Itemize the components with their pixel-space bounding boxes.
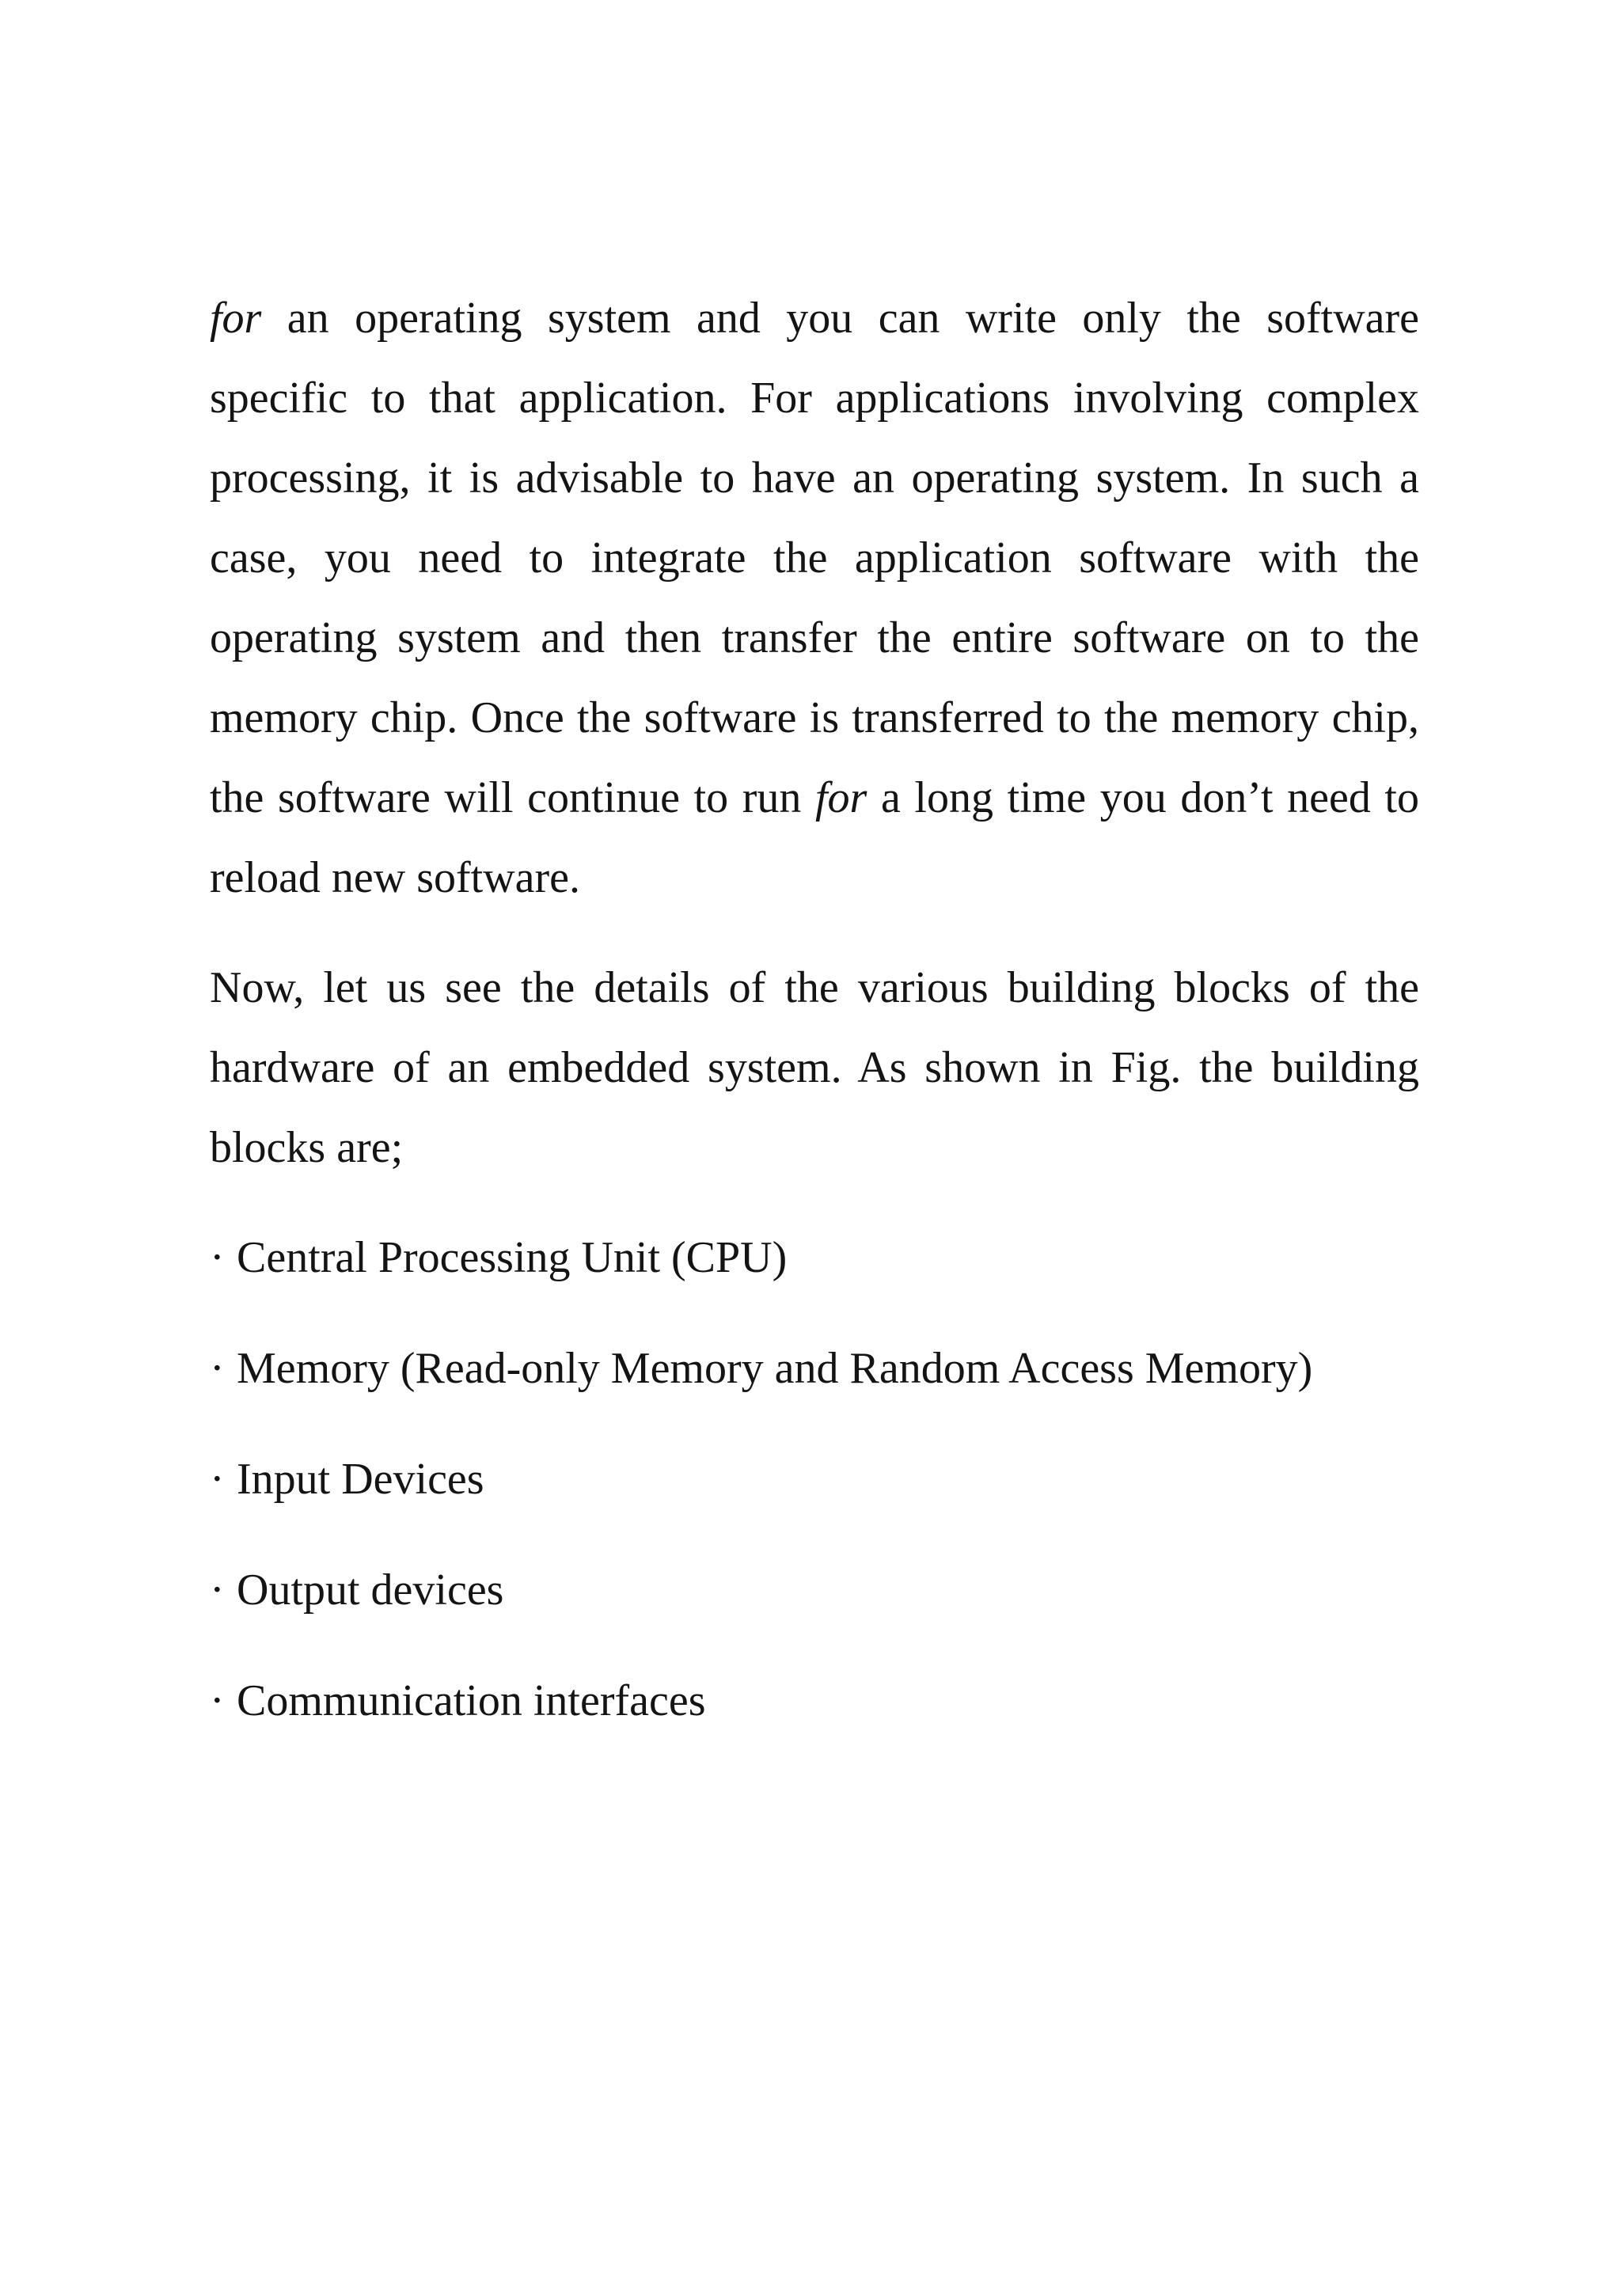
list-item-text: Output devices — [237, 1565, 504, 1615]
bullet-dot: · — [210, 1344, 225, 1393]
text-segment: an operating system and you can write only the software specific to that application. For applications involving complex processing, it is advisable to have an operating system. In such a case, you need to integrate the application software with the operating system and then transfer the entire software on to the memory chip. Once the software is transferred to the memory chip, the software will continue to run — [210, 294, 1419, 822]
list-item-cpu — [210, 1218, 1419, 1298]
list-item-output-devices — [210, 1550, 1419, 1630]
building-blocks-list — [210, 1218, 1419, 1741]
list-item-text: Memory (Read-only Memory and Random Access Memory) — [237, 1344, 1313, 1393]
list-item-input-devices — [210, 1440, 1419, 1520]
italic-for-2: for — [815, 773, 867, 822]
page-body — [210, 279, 1419, 1741]
text-segment: a long time you don’t need to reload new software. — [210, 773, 1419, 902]
list-item-text: Input Devices — [237, 1455, 484, 1504]
paragraph-os-integration — [210, 279, 1419, 918]
italic-for-1: for — [210, 294, 262, 343]
bullet-dot: · — [210, 1455, 225, 1504]
text-segment: Now, let us see the details of the various building blocks of the hardware of an embedded system. As shown in Fig. the building blocks are; — [210, 963, 1419, 1172]
list-item-memory — [210, 1329, 1419, 1409]
paragraph-building-blocks-intro — [210, 948, 1419, 1188]
list-item-text: Central Processing Unit (CPU) — [237, 1233, 788, 1282]
bullet-dot: · — [210, 1565, 225, 1615]
bullet-dot: · — [210, 1676, 225, 1725]
bullet-dot: · — [210, 1233, 225, 1282]
list-item-communication-interfaces — [210, 1661, 1419, 1741]
list-item-text: Communication interfaces — [237, 1676, 706, 1725]
